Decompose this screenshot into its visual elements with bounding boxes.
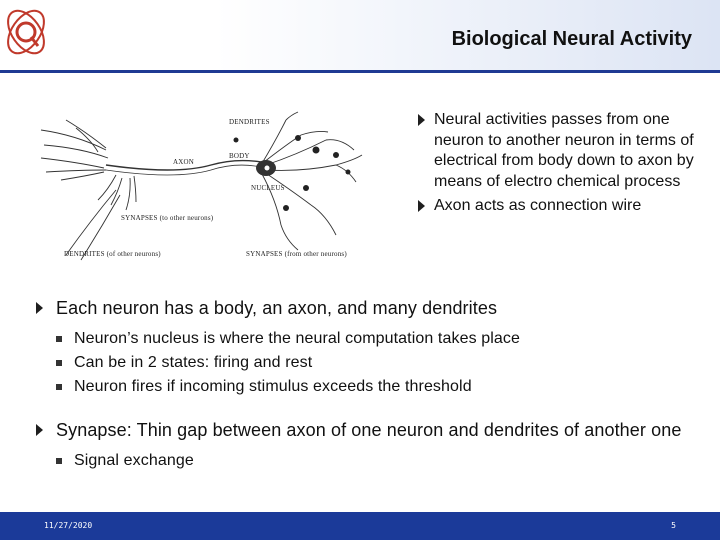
- page-number: 5: [671, 521, 676, 530]
- label-nucleus: NUCLEUS: [251, 184, 285, 192]
- right-dendrites: [261, 112, 362, 250]
- main-bullet-item: [36, 297, 686, 399]
- sub-bullet-item: [56, 351, 686, 375]
- square-bullet-icon: [56, 458, 62, 464]
- square-bullet-icon: [56, 336, 62, 342]
- sub-bullet-item: [56, 327, 686, 351]
- left-dendrites: [41, 120, 136, 260]
- main-bullet-list-2: [36, 419, 686, 473]
- label-body: BODY: [229, 152, 250, 160]
- synapse-dots: [234, 135, 351, 211]
- sub-bullet-text: Can be in 2 states: firing and rest: [74, 354, 313, 371]
- triangle-bullet-icon: [36, 302, 43, 314]
- label-synapses-to: SYNAPSES (to other neurons): [121, 214, 214, 222]
- logo-icon: [2, 2, 54, 62]
- sub-bullet-list: [56, 327, 686, 399]
- right-bullet-text: Axon acts as connection wire: [434, 197, 642, 214]
- main-bullet-item: [36, 419, 686, 473]
- header-divider: [0, 70, 720, 73]
- label-axon: AXON: [173, 158, 195, 166]
- right-bullet-item: [418, 110, 714, 192]
- sub-bullet-list: [56, 449, 686, 473]
- right-bullet-item: [418, 196, 714, 217]
- triangle-bullet-icon: [36, 424, 43, 436]
- sub-bullet-item: [56, 375, 686, 399]
- sub-bullet-text: Neuron fires if incoming stimulus exceeds the threshold: [74, 378, 472, 395]
- slide-title: Biological Neural Activity: [451, 28, 692, 50]
- square-bullet-icon: [56, 360, 62, 366]
- triangle-bullet-icon: [418, 200, 425, 212]
- main-bullet-text: Synapse: Thin gap between axon of one neuron and dendrites of another one: [56, 420, 682, 440]
- nucleus: [265, 166, 270, 171]
- label-dendrites-other: DENDRITES (of other neurons): [64, 250, 161, 258]
- square-bullet-icon: [56, 384, 62, 390]
- sub-bullet-item: [56, 449, 686, 473]
- sub-bullet-text: Neuron’s nucleus is where the neural computation takes place: [74, 330, 520, 347]
- footer-date: 11/27/2020: [44, 521, 93, 530]
- right-bullet-list: [418, 110, 714, 217]
- label-synapses-from: SYNAPSES (from other neurons): [246, 250, 347, 258]
- main-bullet-text: Each neuron has a body, an axon, and many dendrites: [56, 298, 498, 318]
- label-dendrites: DENDRITES: [229, 118, 270, 126]
- slide-footer: [0, 512, 720, 540]
- triangle-bullet-icon: [418, 114, 425, 126]
- main-bullet-list-1: [36, 297, 686, 399]
- right-bullet-text: Neural activities passes from one neuron to another neuron in terms of electrical from body down to axon by means of electro chemical process: [434, 111, 694, 190]
- neuron-diagram: [36, 110, 366, 270]
- sub-bullet-text: Signal exchange: [74, 452, 194, 469]
